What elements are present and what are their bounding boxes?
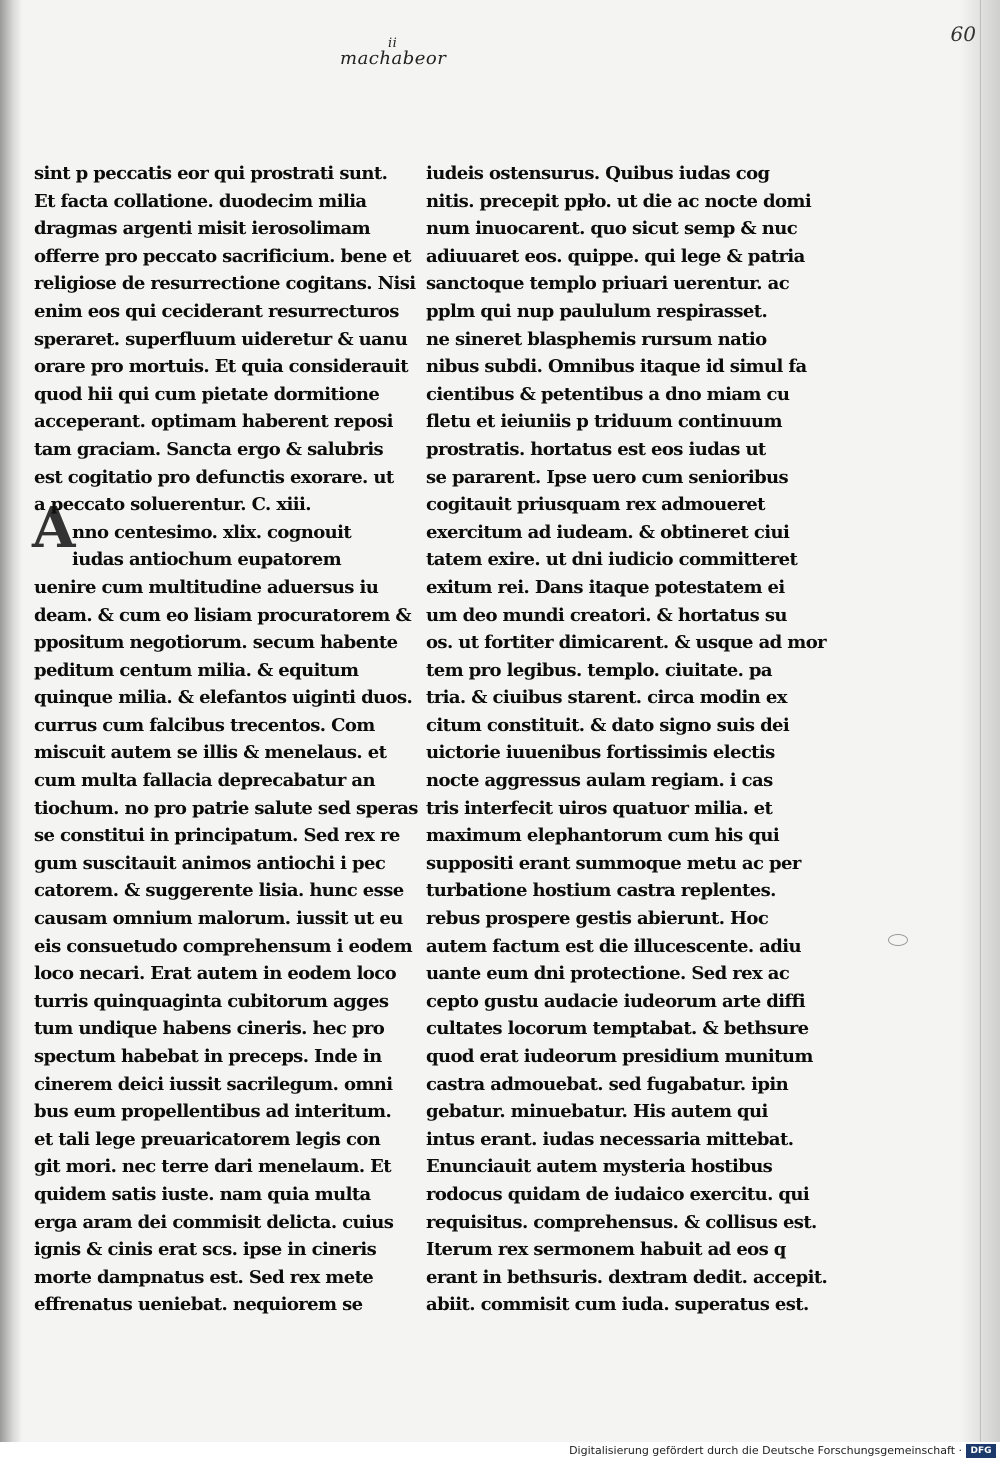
right-text-column <box>426 160 828 1319</box>
text-line: peditum centum milia. & equitum <box>34 659 359 681</box>
text-line: speraret. superfluum uideretur & uanu <box>34 328 408 350</box>
dfg-logo: DFG <box>966 1444 996 1458</box>
text-line: fletu et ieiuniis p triduum continuum <box>426 411 782 433</box>
text-line: rebus prospere gestis abierunt. Hoc <box>426 908 769 930</box>
left-text-column <box>34 160 418 1319</box>
text-line: et tali lege preuaricatorem legis con <box>34 1128 381 1150</box>
text-line: miscuit autem se illis & menelaus. et <box>34 742 387 764</box>
text-line: offerre pro peccato sacrificium. bene et <box>34 245 411 267</box>
text-line: erant in bethsuris. dextram dedit. accepit. <box>426 1266 828 1288</box>
text-line: tiochum. no pro patrie salute sed speras <box>34 797 418 819</box>
text-line: Enunciauit autem mysteria hostibus <box>426 1156 773 1178</box>
running-head <box>340 36 447 69</box>
text-line: cientibus & petentibus a dno miam cu <box>426 383 790 405</box>
text-line: ignis & cinis erat scs. ipse in cineris <box>34 1239 377 1261</box>
text-line: castra admouebat. sed fugabatur. ipin <box>426 1073 789 1095</box>
text-line: quod hii qui cum pietate dormitione <box>34 383 380 405</box>
text-line: loco necari. Erat autem in eodem loco <box>34 963 396 985</box>
text-line: autem factum est die illucescente. adiu <box>426 935 801 957</box>
text-line: iudas antiochum eupatorem <box>72 549 342 571</box>
text-line: ppositum negotiorum. secum habente <box>34 632 398 654</box>
text-line: spectum habebat in preceps. Inde in <box>34 1046 382 1067</box>
text-line: adiuuaret eos. quippe. qui lege & patria <box>426 245 805 267</box>
text-line: uante eum dni protectione. Sed rex ac <box>426 963 790 985</box>
text-line: causam omnium malorum. iussit ut eu <box>34 908 403 930</box>
text-line: bus eum propellentibus ad interitum. <box>34 1101 392 1123</box>
footer-credit: Digitalisierung gefördert durch die Deutsche Forschungsgemeinschaft · <box>569 1444 962 1457</box>
text-line: sint p peccatis eor qui prostrati sunt. <box>34 163 388 184</box>
text-line: git mori. nec terre dari menelaum. Et <box>34 1156 392 1178</box>
text-line: tam graciam. Sancta ergo & salubris <box>34 438 384 460</box>
text-line: prostratis. hortatus est eos iudas ut <box>426 438 766 460</box>
text-line: ne sineret blasphemis rursum natio <box>426 328 767 350</box>
text-line: Et facta collatione. duodecim milia <box>34 190 367 212</box>
text-line: eis consuetudo comprehensum i eodem <box>34 935 413 957</box>
text-line: num inuocarent. quo sicut semp & nuc <box>426 218 798 240</box>
text-line: nno centesimo. xlix. cognouit <box>72 521 352 543</box>
text-line: a peccato soluerentur. C. xiii. <box>34 494 311 516</box>
running-head-superscript: ii <box>388 36 398 51</box>
text-line: rodocus quidam de iudaico exercitu. qui <box>426 1183 810 1205</box>
text-line: acceperant. optimam haberent reposi <box>34 411 393 433</box>
text-line: quidem satis iuste. nam quia multa <box>34 1183 371 1205</box>
page-fold-line <box>980 0 981 1442</box>
text-line: cultates locorum temptabat. & bethsure <box>426 1018 809 1040</box>
text-line: turris quinquaginta cubitorum agges <box>34 990 389 1012</box>
text-line: uenire cum multitudine aduersus iu <box>34 576 379 598</box>
text-line: catorem. & suggerente lisia. hunc esse <box>34 880 404 902</box>
decorated-initial: A <box>32 495 76 561</box>
text-line: uictorie iuuenibus fortissimis electis <box>426 742 775 764</box>
text-line: nibus subdi. Omnibus itaque id simul fa <box>426 356 807 378</box>
text-line: quinque milia. & elefantos uiginti duos. <box>34 687 413 709</box>
text-line: tatem exire. ut dni iudicio committeret <box>426 549 798 571</box>
text-line: enim eos qui ceciderant resurrecturos <box>34 300 399 322</box>
text-line: Iterum rex sermonem habuit ad eos q <box>426 1239 786 1261</box>
text-line: pplm qui nup paululum respirasset. <box>426 300 768 322</box>
text-line: erga aram dei commisit delicta. cuius <box>34 1211 394 1233</box>
text-line: dragmas argenti misit ierosolimam <box>34 218 371 240</box>
text-line: currus cum falcibus trecentos. Com <box>34 714 375 736</box>
text-line: tem pro legibus. templo. ciuitate. pa <box>426 659 772 681</box>
running-head-text: machabeor <box>340 48 447 69</box>
text-line: gebatur. minuebatur. His autem qui <box>426 1101 768 1123</box>
text-line: cum multa fallacia deprecabatur an <box>34 770 375 792</box>
text-line: tris interfecit uiros quatuor milia. et <box>426 797 773 819</box>
text-line: nocte aggressus aulam regiam. i cas <box>426 770 773 792</box>
text-line: exercitum ad iudeam. & obtineret ciui <box>426 521 790 543</box>
text-line: orare pro mortuis. Et quia considerauit <box>34 356 408 378</box>
paper-mark <box>888 934 908 946</box>
text-line: quod erat iudeorum presidium munitum <box>426 1046 813 1067</box>
text-line: se pararent. Ipse uero cum senioribus <box>426 466 789 488</box>
text-line: suppositi erant summoque metu ac per <box>426 852 801 874</box>
text-line: sanctoque templo priuari uerentur. ac <box>426 273 790 295</box>
text-line: turbatione hostium castra replentes. <box>426 880 776 902</box>
text-line: um deo mundi creatori. & hortatus su <box>426 604 787 626</box>
text-line: cogitauit priusquam rex admoueret <box>426 494 765 516</box>
text-line: nitis. precepit ppło. ut die ac nocte domi <box>426 190 812 212</box>
text-line: religiose de resurrectione cogitans. Nisi <box>34 273 416 295</box>
page-number: 60 <box>950 22 976 46</box>
text-line: iudeis ostensurus. Quibus iudas cog <box>426 163 770 184</box>
text-line: intus erant. iudas necessaria mittebat. <box>426 1128 794 1150</box>
text-line: maximum elephantorum cum his qui <box>426 825 780 847</box>
text-line: exitum rei. Dans itaque potestatem ei <box>426 576 785 598</box>
text-line: os. ut fortiter dimicarent. & usque ad mor <box>426 632 827 654</box>
text-line: citum constituit. & dato signo suis dei <box>426 714 790 736</box>
page-gutter-shadow <box>0 0 22 1442</box>
text-line: est cogitatio pro defunctis exorare. ut <box>34 466 394 488</box>
text-line: requisitus. comprehensus. & collisus est. <box>426 1211 817 1233</box>
text-line: deam. & cum eo lisiam procuratorem & <box>34 604 411 626</box>
text-line: morte dampnatus est. Sed rex mete <box>34 1266 374 1288</box>
text-line: tria. & ciuibus starent. circa modin ex <box>426 687 787 709</box>
text-line: gum suscitauit animos antiochi i pec <box>34 852 386 874</box>
text-line: tum undique habens cineris. hec pro <box>34 1018 385 1040</box>
text-line: effrenatus ueniebat. nequiorem se <box>34 1294 363 1316</box>
text-line: cepto gustu audacie iudeorum arte diffi <box>426 990 805 1012</box>
text-line: se constitui in principatum. Sed rex re <box>34 825 400 847</box>
text-line: abiit. commisit cum iuda. superatus est. <box>426 1294 809 1316</box>
text-line: cinerem deici iussit sacrilegum. omni <box>34 1073 393 1095</box>
